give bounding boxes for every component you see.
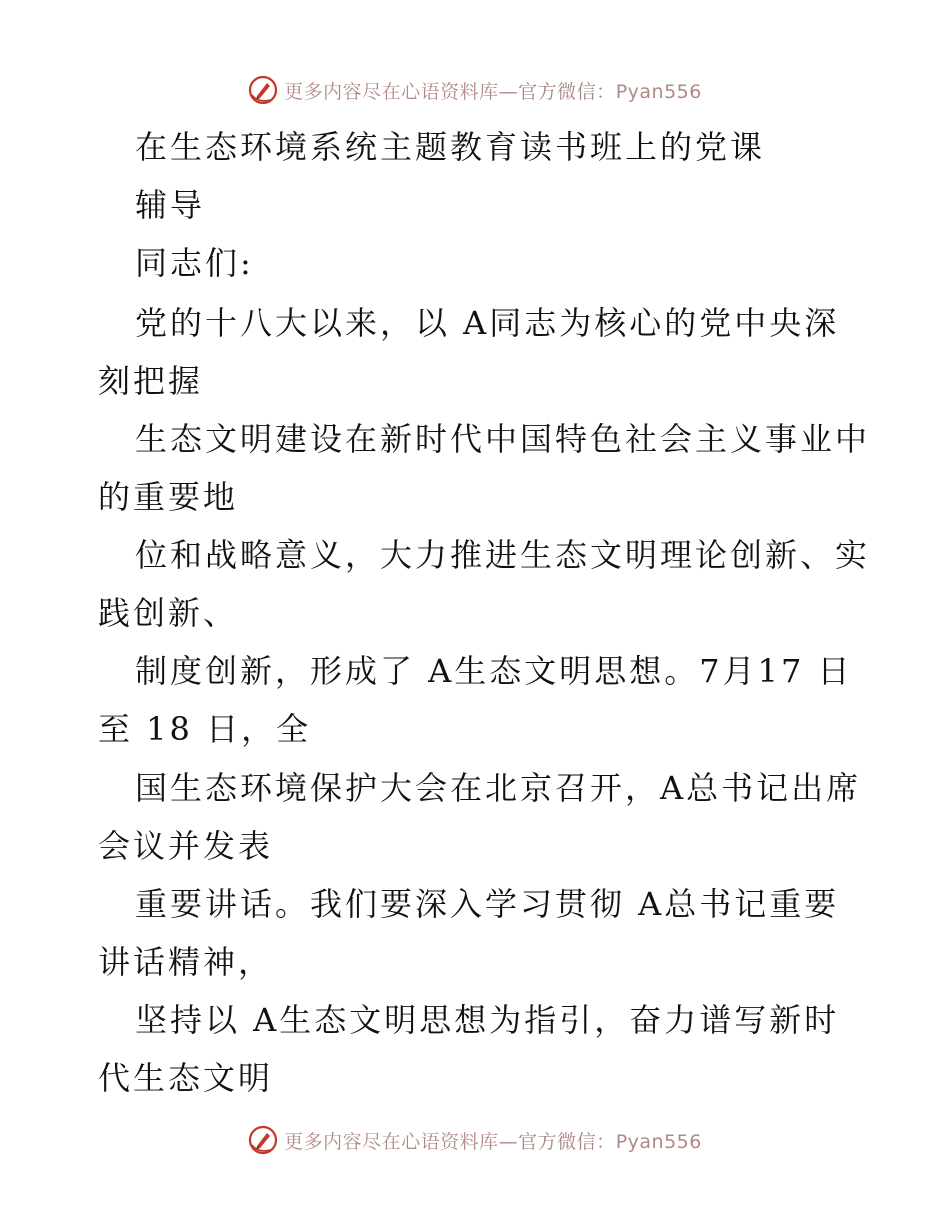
- pen-logo-icon: [248, 1125, 278, 1155]
- banner-text: 更多内容尽在心语资料库—官方微信：Pyan556: [284, 1130, 702, 1153]
- doc-paragraph-line: 位和战略意义，大力推进生态文明理论创新、实: [135, 536, 871, 574]
- doc-paragraph-line: 至 18 日，全: [98, 710, 312, 748]
- doc-paragraph-line: 党的十八大以来，以 A同志为核心的党中央深: [135, 304, 840, 342]
- doc-title-line-1: 在生态环境系统主题教育读书班上的党课: [135, 128, 766, 166]
- doc-title-line-2: 辅导: [135, 186, 206, 224]
- doc-paragraph-line: 的重要地: [98, 478, 239, 516]
- doc-paragraph-line: 讲话精神，: [98, 943, 274, 981]
- doc-paragraph-line: 生态文明建设在新时代中国特色社会主义事业中: [135, 420, 871, 458]
- doc-paragraph-line: 代生态文明: [98, 1059, 274, 1097]
- doc-paragraph-line: 践创新、: [98, 594, 239, 632]
- doc-paragraph-line: 会议并发表: [98, 827, 274, 865]
- doc-paragraph-line: 制度创新，形成了 A生态文明思想。7月17 日: [135, 652, 853, 690]
- doc-salutation: 同志们:: [135, 244, 254, 282]
- doc-paragraph-line: 坚持以 A生态文明思想为指引，奋力谱写新时: [135, 1001, 840, 1039]
- doc-paragraph-line: 刻把握: [98, 362, 204, 400]
- pen-logo-icon: [248, 75, 278, 105]
- footer-banner: [0, 1120, 950, 1160]
- header-banner: [0, 70, 950, 110]
- doc-paragraph-line: 重要讲话。我们要深入学习贯彻 A总书记重要: [135, 885, 840, 923]
- banner-text: 更多内容尽在心语资料库—官方微信：Pyan556: [284, 80, 702, 103]
- doc-paragraph-line: 国生态环境保护大会在北京召开，A总书记出席: [135, 769, 862, 807]
